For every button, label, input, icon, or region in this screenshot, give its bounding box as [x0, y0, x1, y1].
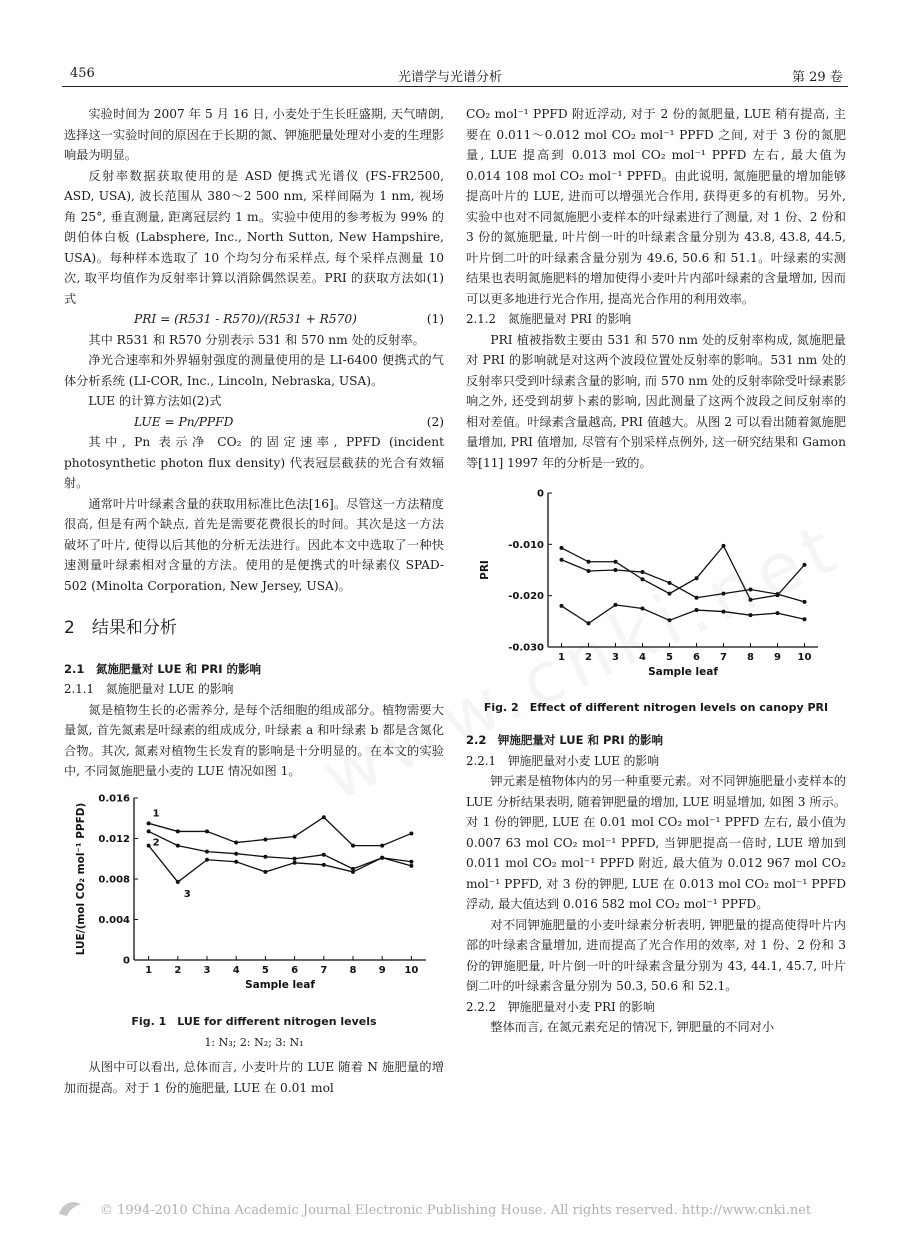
left-column	[64, 104, 444, 1098]
section-heading: 2 结果和分析	[64, 618, 177, 638]
figure-1-chart	[64, 788, 444, 1006]
equation-1	[64, 309, 444, 330]
data-point	[351, 843, 355, 847]
data-point	[722, 544, 726, 548]
data-point	[234, 851, 238, 855]
data-point	[176, 843, 180, 847]
data-point	[263, 869, 267, 873]
data-point	[409, 863, 413, 867]
x-tick-label: 2	[585, 652, 592, 663]
data-point	[409, 859, 413, 863]
x-tick-label: 6	[693, 652, 700, 663]
x-tick-label: 3	[612, 652, 619, 663]
figure-1-caption: Fig. 1 LUE for different nitrogen levels	[131, 1015, 377, 1028]
data-point	[176, 880, 180, 884]
paragraph: CO₂ mol⁻¹ PPFD 附近浮动, 对于 2 份的氮肥量, LUE 稍有提高, 主要在 0.011～0.012 mol CO₂ mol⁻¹ PPFD 之间, 对于 3 份的氮肥量, LUE 提高到 0.013 mol CO₂ mol⁻¹ PPFD 左右, 最大值为 0.014 108 mol CO₂ mol⁻¹ PPFD。由此说明, 氮施肥量的增加能够提高叶片的 LUE, 进而可以增强光合作用, 获得更多的有机物。另外, 实验中也对不同氮施肥小麦样本的叶绿素进行了测量, 对 1 份、2 份和 3 份的氮施肥量, 叶片倒一叶的叶绿素含量分别为 43.8, 43.8, 44.5, 叶片倒二叶的叶绿素含量分别为 49.6, 50.6 和 51.1。叶绿素的实测结果也表明氮施肥料的增加使得小麦叶片内部叶绿素的含量增加, 因而可以更多地进行光合作用, 提高光合作用的利用效率。	[466, 107, 846, 306]
data-point	[587, 569, 591, 573]
x-tick-label: 2	[174, 964, 182, 976]
subsubsection-heading: 2.1.2 氮施肥量对 PRI 的影响	[466, 312, 632, 326]
data-point	[722, 610, 726, 614]
data-point	[147, 843, 151, 847]
subsubsection-heading: 2.2.1 钾施肥量对小麦 LUE 的影响	[466, 753, 660, 768]
x-tick-label: 9	[774, 652, 781, 663]
data-point	[614, 603, 618, 607]
equation-number: (1)	[426, 312, 444, 326]
data-point	[147, 821, 151, 825]
data-point	[695, 596, 699, 600]
x-tick-label: 6	[291, 964, 299, 976]
y-tick-label: -0.010	[508, 539, 544, 551]
data-point	[803, 617, 807, 621]
x-tick-label: 9	[378, 964, 386, 976]
x-tick-label: 5	[261, 964, 269, 976]
data-point	[234, 859, 238, 863]
data-point	[641, 607, 645, 611]
x-tick-label: 10	[797, 652, 812, 663]
data-point	[668, 592, 672, 596]
data-point	[263, 854, 267, 858]
series-line-3	[562, 605, 805, 623]
data-point	[749, 613, 753, 617]
data-point	[614, 568, 618, 572]
paragraph: PRI 植被指数主要由 531 和 570 nm 处的反射率构成, 氮施肥量对 PRI 的影响就是对这两个波段位置处反射率的影响。531 nm 处的反射率只受到叶绿素含量的影响, 而 570 nm 处的反射率除受叶绿素影响之外, 还受到胡萝卜素的影响, 因此测量了这两个波段之间反射率的相对差值。叶绿素含量越高, PRI 值越大。从图 2 可以看出随着氮施肥量增加, PRI 值增加, 尽管有个别采样点例外, 这一研究结果和 Gamon 等[11] 1997 年的分析是一致的。	[466, 332, 846, 470]
x-tick-label: 8	[747, 652, 754, 663]
paragraph: 其中, Pn 表示净 CO₂ 的固定速率, PPFD (incident photosynthetic photon flux density) 代表冠层截获的光合有效辐射。	[64, 435, 444, 490]
data-point	[560, 546, 564, 550]
data-point	[380, 843, 384, 847]
data-point	[205, 829, 209, 833]
series-line-1	[149, 817, 412, 845]
data-point	[695, 576, 699, 580]
right-column	[466, 104, 846, 1038]
data-point	[776, 611, 780, 615]
data-point	[322, 815, 326, 819]
paragraph: 从图中可以看出, 总体而言, 小麦叶片的 LUE 随着 N 施肥量的增加而提高。对于 1 份的施肥量, LUE 在 0.01 mol	[64, 1060, 444, 1095]
subsection-heading: 2.1 氮施肥量对 LUE 和 PRI 的影响	[64, 661, 262, 676]
x-tick-label: 10	[404, 964, 419, 976]
x-tick-label: 8	[349, 964, 357, 976]
series-line-3	[149, 845, 412, 881]
data-point	[560, 604, 564, 608]
copyright-footer: © 1994-2010 China Academic Journal Electronic Publishing House. All rights reserved. http://www.cnki.net	[100, 1203, 812, 1218]
data-point	[803, 563, 807, 567]
data-point	[614, 560, 618, 564]
y-tick-label: -0.030	[508, 642, 544, 654]
paragraph: LUE 的计算方法如(2)式	[88, 394, 222, 408]
x-tick-label: 3	[203, 964, 211, 976]
series-label: 1	[152, 807, 160, 819]
series-label: 3	[183, 888, 191, 900]
paragraph: 整体而言, 在氮元素充足的情况下, 钾肥量的不同对小	[490, 1020, 775, 1034]
data-point	[147, 829, 151, 833]
series-label: 2	[152, 836, 160, 848]
x-tick-label: 4	[232, 964, 240, 976]
y-tick-label: 0.004	[98, 914, 130, 926]
volume-label: 第 29 卷	[792, 70, 843, 85]
data-point	[641, 577, 645, 581]
data-point	[587, 560, 591, 564]
x-tick-label: 1	[145, 964, 153, 976]
data-point	[380, 855, 384, 859]
x-tick-label: 4	[639, 652, 646, 663]
data-point	[749, 598, 753, 602]
paragraph: 钾元素是植物体内的另一种重要元素。对不同钾施肥量小麦样本的 LUE 分析结果表明, 随着钾肥量的增加, LUE 明显增加, 如图 3 所示。对 1 份的钾肥, LUE 在 0.01 mol CO₂ mol⁻¹ PPFD 左右, 最小值为 0.007 63 mol CO₂ mol⁻¹ PPFD, 当钾肥提高一倍时, LUE 增加到 0.011 mol CO₂ mol⁻¹ PPFD 附近, 最大值为 0.012 967 mol CO₂ mol⁻¹ PPFD, 对 3 份的钾肥, LUE 在 0.013 mol CO₂ mol⁻¹ PPFD 浮动, 最大值达到 0.016 582 mol CO₂ mol⁻¹ PPFD。	[466, 774, 846, 911]
data-point	[803, 600, 807, 604]
data-point	[234, 840, 238, 844]
equation-text: LUE = Pn/PPFD	[134, 414, 234, 429]
y-axis-title: LUE/(mol CO₂ mol⁻¹ PPFD)	[75, 802, 87, 955]
journal-title: 光谱学与光谱分析	[398, 70, 503, 85]
data-point	[263, 837, 267, 841]
y-tick-label: 0	[123, 955, 130, 966]
series-line-1	[562, 546, 805, 600]
y-tick-label: 0.012	[98, 833, 130, 845]
x-tick-label: 7	[720, 652, 727, 663]
figure-1-legend: 1: N₃; 2: N₂; 3: N₁	[204, 1035, 304, 1049]
figure-2-chart	[466, 479, 846, 691]
equation-number: (2)	[426, 414, 444, 429]
y-tick-label: -0.020	[508, 591, 544, 603]
figure-2-caption: Fig. 2 Effect of different nitrogen levels on canopy PRI	[483, 700, 829, 714]
x-tick-label: 7	[320, 964, 328, 976]
paragraph: 通常叶片叶绿素含量的获取用标准比色法[16]。尽管这一方法精度很高, 但是有两个缺点, 首先是需要花费很长的时间。其次是这一方法破坏了叶片, 使得以后其他的分析无法进行。因此本文中选取了一种快速测量叶绿素相对含量的方法。使用的是便携式的叶绿素仪 SPAD-502 (Minolta Corporation, New Jersey, USA)。	[64, 496, 444, 593]
paragraph: 其中 R531 和 R570 分别表示 531 和 570 nm 处的反射率。	[88, 332, 425, 347]
data-point	[351, 869, 355, 873]
subsubsection-heading: 2.1.1 氮施肥量对 LUE 的影响	[64, 682, 234, 696]
x-axis-title: Sample leaf	[648, 666, 718, 678]
figure-1	[64, 788, 444, 1054]
data-point	[560, 558, 564, 562]
x-tick-label: 1	[558, 652, 565, 663]
data-point	[668, 618, 672, 622]
paragraph: 反射率数据获取使用的是 ASD 便携式光谱仪 (FS-FR2500, ASD, USA), 波长范围从 380～2 500 nm, 采样间隔为 1 nm, 视场角 25°, 垂直测量, 距离冠层约 1 m。实验中使用的参考板为 99% 的朗伯体白板 (Labsphere, Inc., North Sutton, New Hampshire, USA)。每种样本选取了 10 个均匀分布采样点, 每个采样点测量 10 次, 取平均值作为反射率计算以消除偶然误差。PRI 的获取方法如(1)式	[64, 168, 444, 306]
header-rule	[62, 86, 848, 87]
paragraph: 实验时间为 2007 年 5 月 16 日, 小麦处于生长旺盛期, 天气晴朗, 选择这一实验时间的原因在于长期的氮、钾施肥量处理对小麦的生理影响最为明显。	[64, 107, 444, 162]
data-point	[695, 608, 699, 612]
data-point	[587, 621, 591, 625]
data-point	[749, 588, 753, 592]
page-number: 456	[70, 66, 95, 81]
data-point	[205, 849, 209, 853]
paragraph: 氮是植物生长的必需养分, 是每个活细胞的组成部分。植物需要大量氮, 首先氮素是叶绿素的组成成分, 叶绿素 a 和叶绿素 b 都是含氮化合物。其次, 氮素对植物生长发育的影响是十分明显的。在本文的实验中, 不同氮施肥量小麦的 LUE 情况如图 1。	[64, 702, 444, 778]
paragraph: 净光合速率和外界辐射强度的测量使用的是 LI-6400 便携式的气体分析系统 (LI-COR, Inc., Lincoln, Nebraska, USA)。	[64, 353, 444, 388]
data-point	[293, 834, 297, 838]
data-point	[293, 856, 297, 860]
figure-2	[466, 479, 846, 718]
data-point	[722, 592, 726, 596]
subsection-heading: 2.2 钾施肥量对 LUE 和 PRI 的影响	[466, 733, 664, 747]
data-point	[176, 829, 180, 833]
data-point	[293, 860, 297, 864]
x-tick-label: 5	[666, 652, 673, 663]
y-tick-label: 0.016	[98, 793, 130, 804]
data-point	[205, 857, 209, 861]
equation-text: PRI = (R531 - R570)/(R531 + R570)	[134, 312, 357, 326]
paragraph: 对不同钾施肥量的小麦叶绿素分析表明, 钾肥量的提高使得叶片内部的叶绿素含量增加, 进而提高了光合作用的效率, 对 1 份、2 份和 3 份的钾施肥量, 叶片倒一叶的叶绿素含量分别为 43, 44.1, 45.7, 叶片倒二叶的叶绿素含量分别为 50.3, 50.6 和 52.1。	[466, 917, 846, 993]
data-point	[776, 592, 780, 596]
publisher-logo	[55, 1198, 85, 1220]
data-point	[409, 831, 413, 835]
y-axis-title: PRI	[479, 560, 491, 580]
data-point	[641, 570, 645, 574]
subsubsection-heading: 2.2.2 钾施肥量对小麦 PRI 的影响	[466, 999, 655, 1014]
y-tick-label: 0	[537, 488, 544, 500]
x-axis-title: Sample leaf	[245, 978, 315, 991]
data-point	[322, 862, 326, 866]
data-point	[668, 581, 672, 585]
series-line-2	[562, 560, 805, 602]
equation-2	[64, 412, 444, 433]
y-tick-label: 0.008	[98, 874, 130, 885]
data-point	[322, 852, 326, 856]
